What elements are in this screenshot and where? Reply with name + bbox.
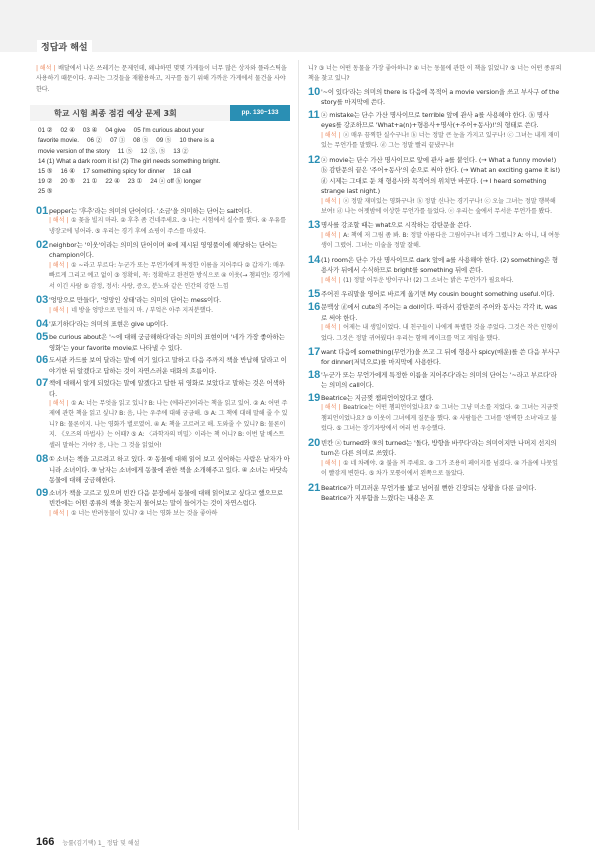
explanation-tag-icon: | 해석 | (321, 404, 341, 412)
question-translation: | 해석 | ① 너는 반려동물이 있니? ② 너는 영화 보는 것을 좋아하 (49, 509, 218, 517)
question-number: 16 (308, 301, 321, 314)
question-number: 09 (36, 486, 49, 499)
intro-explanation-text: 배달에서 나온 쓰레기는 문제인데, 왜냐하면 몇몇 가게들이 너무 많은 상자와 플라스틱을 사용하기 때문이다. 우리는 그것들을 재활용하고, 지구를 돕기 위해 가까운 가게에서 물건을 사야 한다. (36, 65, 287, 93)
explanation-tag-icon: | 해석 | (49, 261, 69, 269)
explanation-tag-icon: | 해석 | (321, 276, 341, 284)
question-number: 05 (36, 331, 49, 344)
question-translation: | 해석 | ① A: 너는 무엇을 읽고 있니? B: 나는 (에라곤)이라는 책을 읽고 있어. ② A: 어떤 주제에 관한 책을 읽고 싶니? B: 음, 나는 우주에 대해 궁금해. ③ A: 그 책에 대해 말해 줄 수 있니? B: 물론이지. 나는 영화가 별로였어. ④ A: 책을 고르려고 해. 도와줄 수 있니? B: 물론이지. 《오즈의 마법사》는 어때? ⑤ A: 〈과학자의 비밀〉이라는 책 어니? B: 이번 달 베스트셀러 말하는 거야? 응, 나는 그 것을 읽었어! (49, 400, 288, 449)
question-item (36, 332, 290, 353)
answer-section-header (30, 105, 290, 121)
answer-line: 19 ② 20 ⑤ 21 ① 22 ④ 23 ① 24 ⓐ off ⓑ longer (38, 178, 202, 186)
question-item (36, 240, 290, 293)
question-item (308, 393, 562, 436)
page-header-title: 정답과 해설 (37, 40, 92, 53)
question-item (308, 483, 562, 504)
question-translation: | 해석 | ① 네 차례야. ② 불을 꺼 주세요. ③ 그가 조용히 페이지를 넘겼다. ④ 가을에 나뭇잎이 빨갛게 변한다. ⑤ 차가 모퉁이에서 왼쪽으로 돌았다. (321, 459, 558, 478)
question-number: 07 (36, 377, 49, 390)
footer-book-title: 능률(김기택) 1_ 정답 및 해설 (62, 839, 140, 847)
right-column (308, 64, 562, 506)
explanation-tag-icon: | 해석 | (321, 197, 341, 205)
question-number: 11 (308, 108, 320, 121)
question-number: 19 (308, 391, 321, 404)
answer-line: 01 ② 02 ④ 03 ④ 04 give 05 I'm curious about your (38, 127, 205, 135)
question-explanation: 주어진 우리말을 영어로 바르게 옮기면 My cousin bought something useful.이다. (321, 290, 555, 299)
question-explanation: neighbor는 '이웃'이라는 의미의 단어이며 ④에 제시된 영영풀이에 해당하는 단어는 champion이다. (49, 240, 278, 260)
question-explanation: 빈칸 ⓐ turned와 ⑤의 turned는 '돌다, 방향을 바꾸다'라는 의미이지만 나머지 선지의 turn은 다른 의미로 쓰였다. (321, 438, 557, 458)
question-item (308, 110, 562, 153)
question-item (36, 319, 290, 330)
question-number: 18 (308, 368, 321, 381)
explanation-tag-icon: | 해석 | (49, 306, 69, 314)
question-item (36, 454, 290, 486)
question-item (308, 347, 562, 368)
question-number: 10 (308, 85, 321, 98)
question-item (36, 355, 290, 376)
answer-line: movie version of the story 11 ⑤ 12 ③, ⑤ 13 ② (38, 147, 189, 155)
question-item (36, 378, 290, 452)
question-number: 21 (308, 481, 321, 494)
question-number: 20 (308, 436, 321, 449)
question-number: 08 (36, 453, 49, 466)
question-explanation: 책에 대해서 알게 되었다는 말에 알겠다고 답한 뒤 영화로 보았다고 말하는 것은 어색하다. (49, 379, 285, 398)
question-translation: | 해석 | ⓐ 정말 재미있는 영화구나! ⓑ 정말 신나는 경기구나! ⓒ 오늘 그녀는 정말 행복해 보여! ⓓ 나는 어젯밤에 이상한 무언가를 들었다. ⓔ 우리는 숲에서 무서운 무언가를 봤다. (321, 197, 556, 216)
question-explanation: ⓐ mistake는 단수 가산 명사이므로 terrible 앞에 관사 a를 사용해야 한다. ⓑ 명사 eyes를 강조하므로 'What+a(n)+형용사+명사(+주어+동사)!'의 형태로 쓴다. (321, 110, 549, 130)
column-divider (298, 60, 299, 830)
question-explanation: '~이 있다'라는 의미의 there is 다음에 목적어 a movie version을 쓰고 부사구 of the story를 마지막에 쓴다. (321, 87, 560, 107)
answer-line: favorite movie. 06 ② 07 ③ 08 ⑤ 09 ⑤ 10 there is a (38, 137, 215, 145)
question-item (308, 302, 562, 345)
question-number: 06 (36, 354, 49, 367)
question-item (308, 87, 562, 108)
question-explanation: pepper는 '후추'라는 의미의 단어이다. '소금'을 의미하는 단어는 salt이다. (49, 206, 252, 215)
question-number: 13 (308, 219, 321, 232)
answer-line: 25 ⑤ (38, 188, 53, 196)
question-item (36, 295, 290, 317)
question-explanation: 소녀가 책을 고르고 있으며 빈칸 다음 문장에서 동물에 대해 읽어보고 싶다고 했으므로 빈칸에는 어떤 종류의 책을 찾는지 물어보는 말이 들어가는 것이 자연스럽다. (49, 488, 283, 508)
question-explanation: ⓐ movie는 단수 가산 명사이므로 앞에 관사 a를 붙인다. (→ What a funny movie!) ⓑ 감탄문의 끝은 '주어+동사'의 순으로 써야 한다. (→ What an exciting game it is!) ⓓ 시제는 그대로 둔 채 형용사와 목적어의 위치만 바꾼다. (→ I heard something strange last night.) (321, 155, 560, 196)
question-explanation: '엉망으로 만들다', '엉망인 상태'라는 의미의 단어는 mess이다. (49, 296, 222, 305)
question-translation: | 해석 | ⓐ 매우 끔찍한 실수구나! ⓑ 너는 정말 큰 눈을 가지고 있구나! ⓒ 그녀는 내게 재미있는 무언가를 말했다. ⓓ 그는 정말 빨리 끝냈구나! (321, 131, 560, 150)
question-explanation: want 다음에 something(무언가)을 쓰고 그 뒤에 형용사 spicy(매운)를 쓴 다음 부사구 for dinner(저녁으로)를 마지막에 사용한다. (321, 347, 560, 367)
page-footer (36, 836, 139, 848)
question-item (308, 438, 562, 481)
question-explanation: 문맥상 ⓓ에서 cute의 주어는 a doll이다. 따라서 감탄문의 주어와 동사는 각각 it, was로 써야 한다. (321, 303, 558, 322)
answer-section-pages: pp. 130~133 (230, 105, 290, 121)
question-translation: | 해석 | A: 책에 저 그림 좀 봐. B: 정말 아름다운 그림이구나! 네가 그렸니? A: 아니, 내 여동생이 그렸어. 그녀는 미술을 정말 잘해. (321, 231, 560, 250)
question-item (308, 289, 562, 300)
question-item (36, 488, 290, 520)
answer-key (36, 126, 290, 197)
question-explanation: ① 소녀는 책을 고르려고 하고 있다. ② 동물에 대해 읽어 보고 싶어하는 사람은 남자가 아니라 소녀이다. ③ 남자는 소녀에게 동물에 관한 책을 소개해주고 있다. ④ 소녀는 바닷속 동물에 대해 궁금해한다. (49, 455, 290, 485)
explanation-tag-icon: | 해석 | (49, 400, 69, 408)
explanation-tag-icon: | 해석 | (49, 509, 69, 517)
question-number: 02 (36, 238, 49, 251)
question-number: 03 (36, 294, 49, 307)
explanation-tag-icon: | 해석 | (49, 217, 69, 225)
question-explanation: be curious about은 '~에 대해 궁금해하다'라는 의미의 표현이며 '네가 가장 좋아하는 영화'는 your favorite movie로 나타낼 수 있다. (49, 333, 285, 352)
explanation-tag-icon: | 해석 | (321, 131, 341, 139)
question-number: 17 (308, 345, 321, 358)
explanation-tag-icon: | 해석 | (36, 65, 56, 72)
question-explanation: Beatrice는 지금껏 챔피언이었다고 했다. (321, 393, 434, 402)
question-item (308, 255, 562, 287)
question-explanation: 도서관 카드를 보여 달라는 말에 여기 있다고 말하고 다음 주까지 책을 반납해 달라고 이야기한 뒤 알겠다고 답하는 것이 자연스러운 대화의 흐름이다. (49, 356, 287, 375)
question-number: 01 (36, 204, 49, 217)
question-translation: | 해석 | Beatrice는 어떤 챔피언이었나요? ① 그녀는 그냥 미소를 지었다. ② 그녀는 지금껏 챔피언이었나요? ③ 이웃이 그녀에게 질문을 했다. ④ 사람들은 그녀를 '완벽한 소녀'라고 불렀다. ⑤ 그녀는 장기자랑에서 여러 번 우승했다. (321, 404, 559, 433)
explanation-tag-icon: | 해석 | (321, 231, 341, 239)
question-translation: | 해석 | (1) 정말 어두운 방이구나! (2) 그 소녀는 밝은 무언가가 필요하다. (321, 276, 514, 284)
intro-explanation-continued: 니? ③ 너는 어떤 동물을 가장 좋아하니? ④ 너는 동물에 관한 이 책을 읽었니? ⑤ 너는 어떤 종류의 책을 찾고 있니? (308, 65, 562, 83)
question-explanation: Beatrice가 미끄러운 무언가를 밟고 넘어질 뻔한 긴장되는 상황을 다룬 글이다. Beatrice가 지루함을 느꼈다는 내용은 흐 (321, 483, 537, 502)
question-translation: | 해석 | 어제는 내 생일이었다. 내 친구들이 나에게 특별한 것을 주었다. 그것은 작은 인형이었다. 그것은 정말 귀여웠다! 우리는 함께 케이크를 먹고 게임을 했다. (321, 324, 558, 342)
question-explanation: '누군가 또는 무언가에게 특정한 이름을 지어주다'라는 의미의 단어는 '~라고 부르다'라는 의미의 call이다. (321, 370, 557, 390)
intro-explanation (36, 64, 290, 95)
answer-line: 14 (1) What a dark room it is! (2) The girl needs something bright. (38, 157, 221, 165)
question-explanation: 명사를 강조할 때는 what으로 시작하는 감탄문을 쓴다. (321, 221, 472, 230)
question-item (36, 206, 290, 238)
question-item (308, 155, 562, 219)
question-explanation: '포기하다'라는 의미의 표현은 give up이다. (49, 320, 169, 329)
explanation-tag-icon: | 해석 | (321, 459, 341, 467)
question-item (308, 220, 562, 252)
question-number: 04 (36, 318, 49, 331)
page-number: 166 (36, 836, 55, 848)
question-translation: | 해석 | ① 꽃을 빌지 마라. ② 후추 좀 건네주세요. ③ 나는 시험에서 실수를 했다. ④ 우유를 냉장고에 넣어라. ⑤ 우리는 경기 후에 쇼핑이 주스를 마셨다. (49, 217, 286, 235)
question-item (308, 370, 562, 391)
question-number: 12 (308, 153, 321, 166)
answer-section-title: 학교 시험 최종 점검 예상 문제 3회 (54, 109, 177, 119)
question-translation: | 해석 | ① ~라고 부르다: 누군가 또는 무언가에게 특정한 이름을 지어주다 ② 갑자기: 매우 빠르게 그리고 예고 없이 ③ 정확히, 꼭: 정확하고 완전한 방식으로 ④ 이웃(→ 챔피언): 경기에서 이긴 사람 ⑤ 감정, 정서: 사랑, 증오, 분노와 같은 인간의 강한 느낌 (49, 261, 290, 290)
answer-line: 15 ⑤ 16 ④ 17 something spicy for dinner 18 call (38, 168, 192, 176)
question-translation: | 해석 | 네 방을 엉망으로 만들지 마. / 부엌은 아주 지저분했다. (49, 306, 213, 314)
explanation-tag-icon: | 해석 | (321, 324, 341, 332)
question-number: 15 (308, 288, 321, 301)
left-column (36, 64, 290, 522)
question-explanation: (1) room은 단수 가산 명사이므로 dark 앞에 a를 사용해야 한다. (2) something은 형용사가 뒤에서 수식하므로 bright를 something 뒤에 쓴다. (321, 255, 558, 275)
question-number: 14 (308, 253, 321, 266)
